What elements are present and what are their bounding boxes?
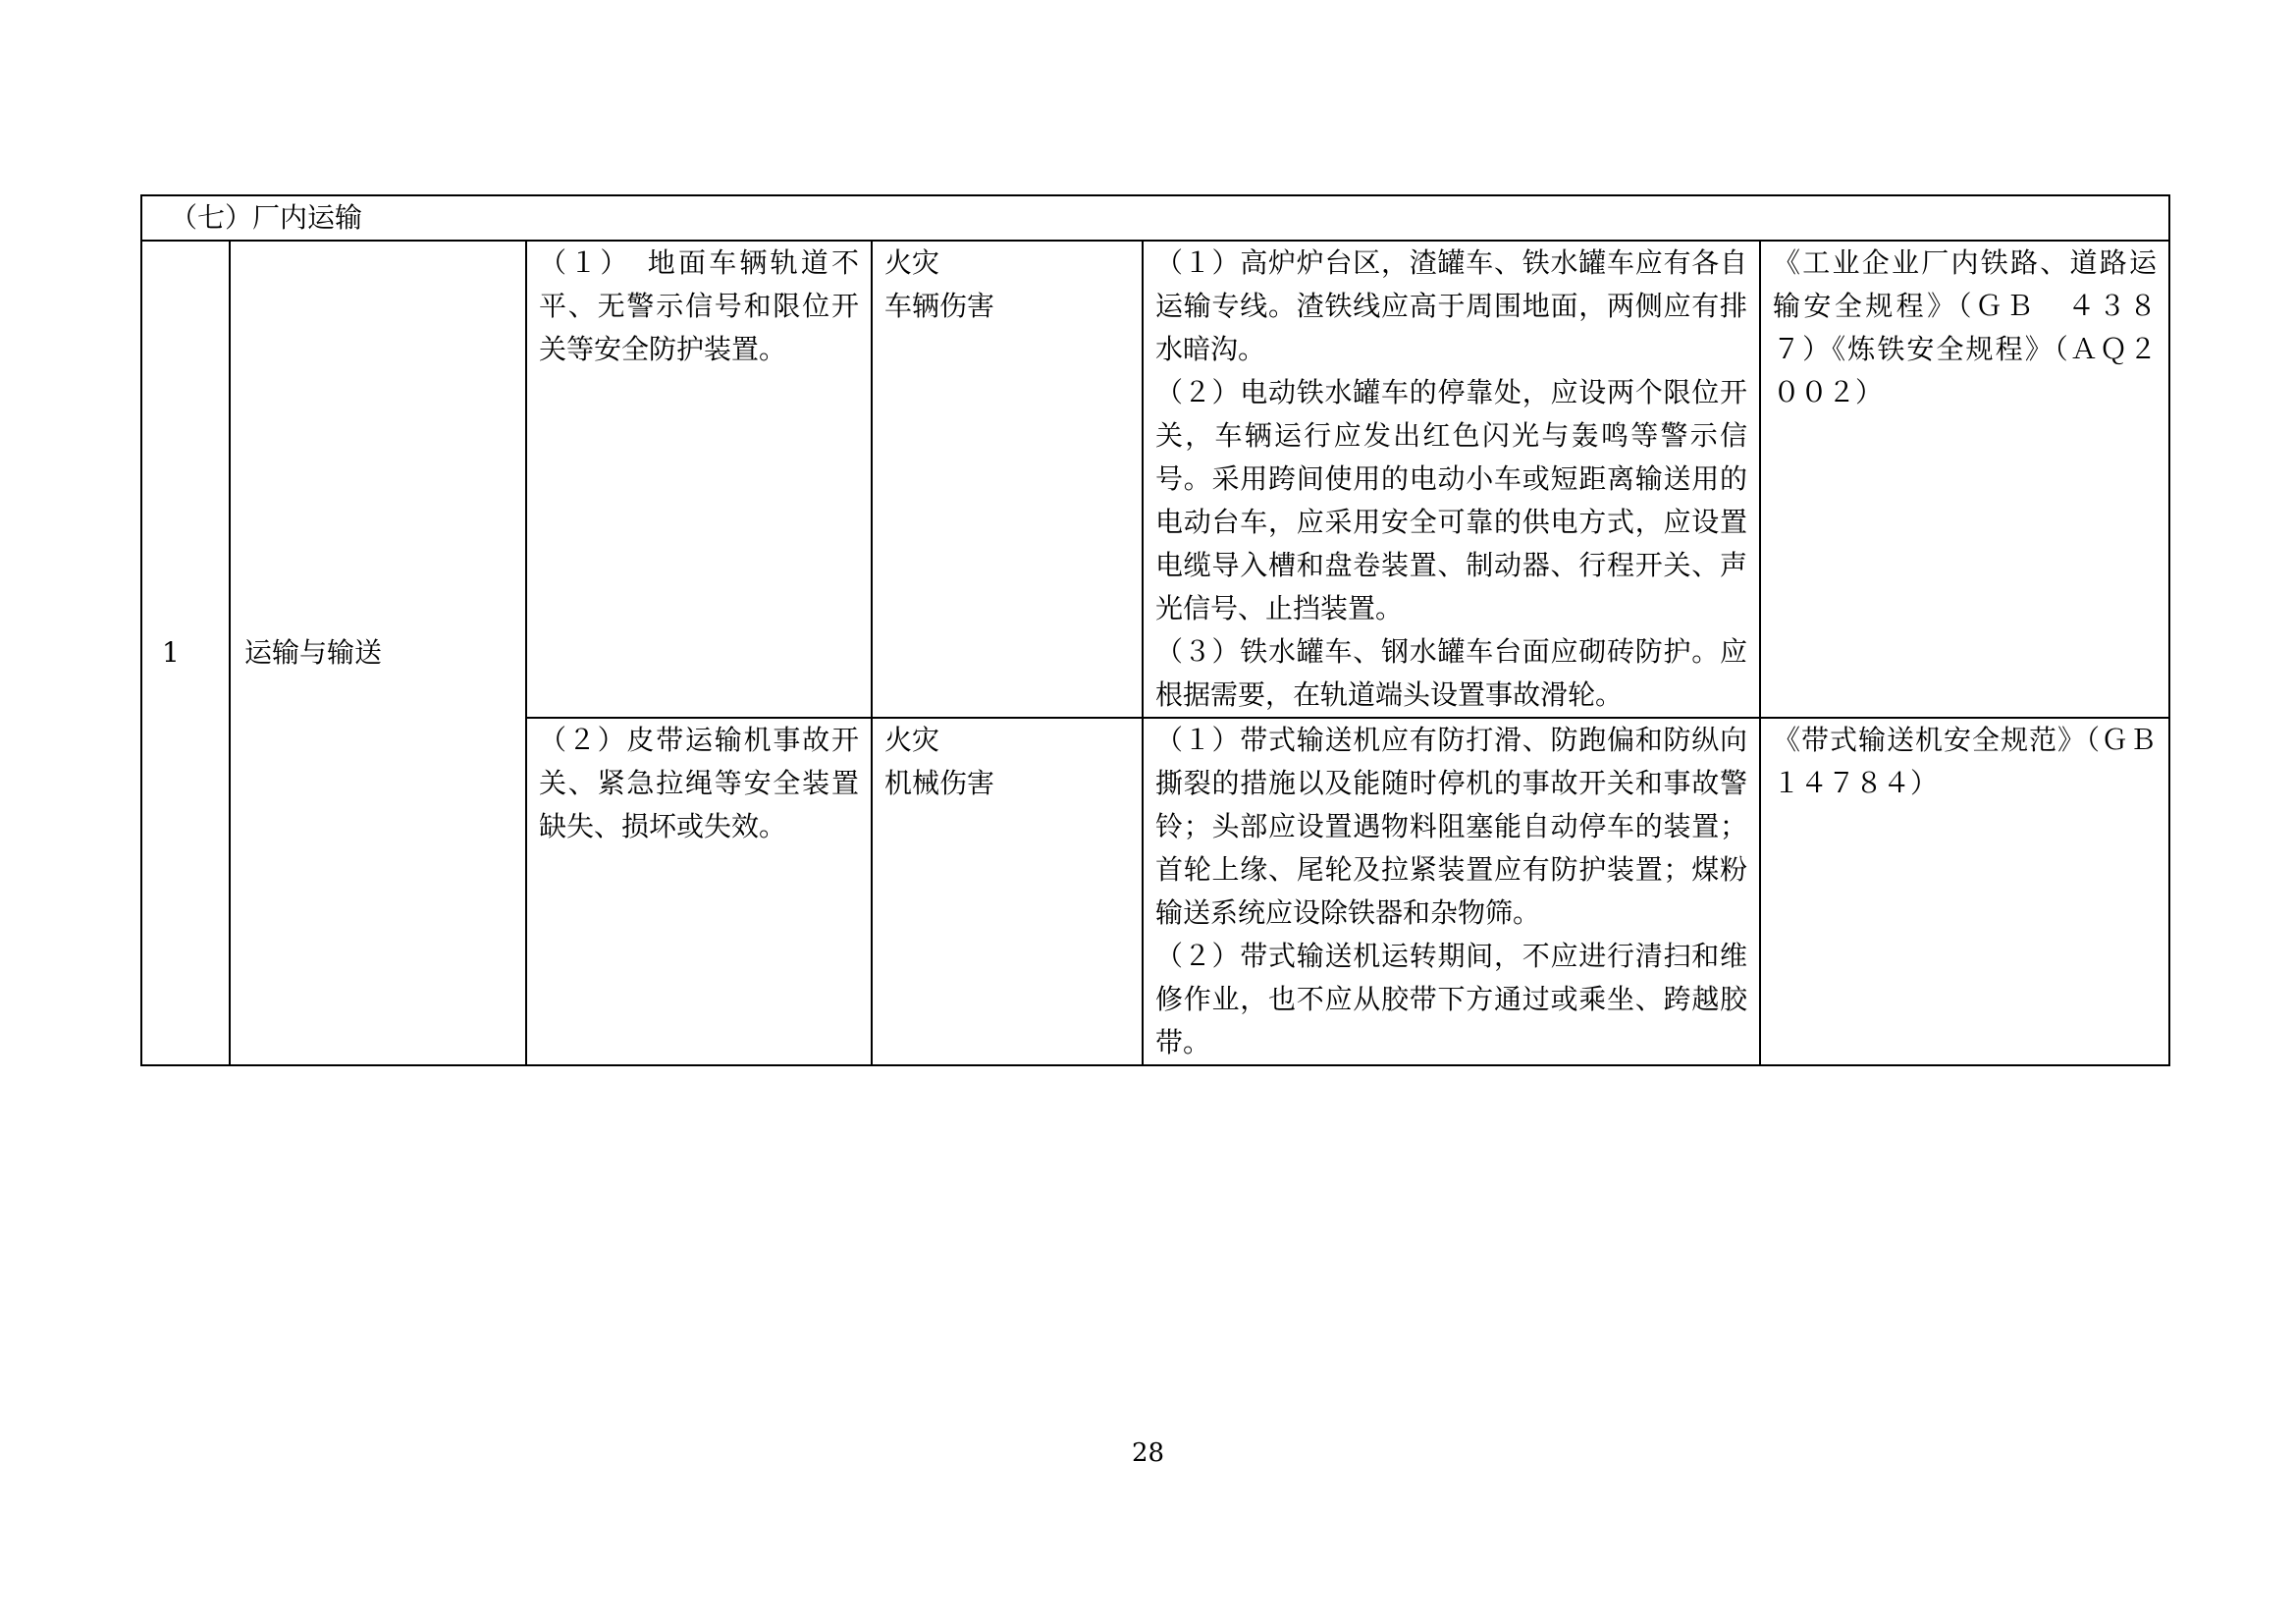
inspection-table (140, 194, 2170, 1066)
hazard-cell: （１） 地面车辆轨道不平、无警示信号和限位开关等安全防护装置。 (526, 241, 872, 718)
measures-cell (1143, 241, 1760, 718)
accident-type: 火灾 (884, 246, 940, 279)
accident-type: 火灾 (884, 724, 940, 756)
page-number: 28 (1131, 1438, 1165, 1468)
accident-type: 车辆伤害 (884, 290, 995, 322)
hazard-cell: （２）皮带运输机事故开关、紧急拉绳等安全装置缺失、损坏或失效。 (526, 718, 872, 1065)
accident-type-cell (872, 241, 1143, 718)
accident-type-cell (872, 718, 1143, 1065)
accident-type: 机械伤害 (884, 767, 995, 799)
category-cell: 运输与输送 (230, 241, 526, 1065)
measure-item: （１）带式输送机应有防打滑、防跑偏和防纵向撕裂的措施以及能随时停机的事故开关和事故警铃；头部应设置遇物料阻塞能自动停车的装置；首轮上缘、尾轮及拉紧装置应有防护装置；煤粉输送系统应设除铁器和杂物筛。 (1155, 724, 1747, 929)
measure-item: （３）铁水罐车、钢水罐车台面应砌砖防护。应根据需要，在轨道端头设置事故滑轮。 (1155, 635, 1747, 711)
measure-item: （１）高炉炉台区，渣罐车、铁水罐车应有各自运输专线。渣铁线应高于周围地面，两侧应有排水暗沟。 (1155, 246, 1747, 365)
standards-cell: 《带式输送机安全规范》（ＧＢ１４７８４） (1760, 718, 2169, 1065)
section-header-row (141, 195, 2169, 241)
measures-cell (1143, 718, 1760, 1065)
table-row (141, 241, 2169, 718)
measure-item: （２）电动铁水罐车的停靠处，应设两个限位开关，车辆运行应发出红色闪光与轰鸣等警示信号。采用跨间使用的电动小车或短距离输送用的电动台车，应采用安全可靠的供电方式，应设置电缆导入槽和盘卷装置、制动器、行程开关、声光信号、止挡装置。 (1155, 376, 1747, 624)
row-index: 1 (141, 241, 230, 1065)
measure-item: （２）带式输送机运转期间，不应进行清扫和维修作业，也不应从胶带下方通过或乘坐、跨越胶带。 (1155, 940, 1747, 1058)
standards-cell: 《工业企业厂内铁路、道路运输安全规程》（ＧＢ ４３８７）《炼铁安全规程》（ＡＱ２００２） (1760, 241, 2169, 718)
section-title: （七）厂内运输 (141, 195, 2169, 241)
